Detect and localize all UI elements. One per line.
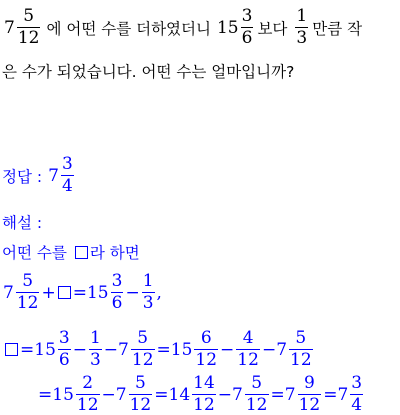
eq2-operator: − — [72, 339, 87, 360]
eq3-term: 7 — [284, 384, 296, 405]
answer-fraction: $\frac{3}{4}$ — [61, 154, 73, 196]
eq3-equals: = — [38, 384, 53, 405]
eq1-operator: − — [125, 282, 140, 303]
eq1-equals: = — [72, 282, 87, 303]
equation-2 — [3, 330, 315, 369]
eq3-term: 7 — [337, 384, 349, 405]
eq1-fraction: $\frac{5}{12}$ — [16, 271, 39, 313]
eq2-equals: = — [156, 339, 171, 360]
q-mixed-a-fraction: $\frac{5}{12}$ — [17, 6, 40, 48]
unknown-box-icon — [58, 286, 71, 299]
eq3-fraction: $\frac{5}{12}$ — [129, 373, 152, 415]
q-mixed-b-fraction: $\frac{3}{6}$ — [241, 6, 253, 48]
eq3-term: 15 — [52, 384, 74, 405]
eq3-fraction: $\frac{5}{12}$ — [245, 373, 268, 415]
equation-1 — [3, 273, 162, 312]
intro-text-a: 어떤 수를 — [2, 244, 67, 262]
eq2-operator: − — [220, 339, 235, 360]
eq1-fraction: $\frac{1}{3}$ — [142, 271, 154, 313]
eq3-term: 7 — [232, 384, 243, 405]
eq3-fraction: $\frac{9}{12}$ — [298, 373, 321, 415]
eq3-equals: = — [323, 384, 338, 405]
eq3-term: 7 — [115, 384, 127, 405]
explanation-intro — [2, 241, 140, 263]
eq1-operator: + — [41, 282, 56, 303]
eq3-operator: − — [217, 384, 233, 405]
eq2-fraction: $\frac{6}{12}$ — [195, 328, 218, 370]
unknown-box-icon — [75, 246, 88, 259]
equation-3 — [38, 375, 365, 414]
question-line-1 — [4, 8, 362, 47]
eq3-fraction: $\frac{2}{12}$ — [76, 373, 99, 415]
q-text-2: 보다 — [257, 19, 288, 38]
eq2-equals: = — [20, 339, 35, 360]
eq3-fraction: $\frac{14}{12}$ — [193, 373, 215, 415]
eq2-term: 15 — [34, 339, 56, 360]
eq2-term: 15 — [170, 339, 193, 360]
q-mixed-b-whole: 15 — [216, 17, 239, 38]
eq1-fraction: $\frac{3}{6}$ — [111, 271, 123, 313]
unknown-box-icon — [5, 343, 18, 356]
eq2-fraction: $\frac{5}{12}$ — [290, 328, 312, 370]
eq2-fraction: $\frac{4}{12}$ — [237, 328, 259, 370]
eq2-operator: − — [103, 339, 119, 360]
eq3-equals: = — [154, 384, 169, 405]
eq1-comma: , — [156, 282, 162, 303]
eq2-term: 7 — [276, 339, 288, 360]
answer-whole: 7 — [48, 165, 59, 186]
eq2-term: 7 — [118, 339, 129, 360]
eq3-operator: − — [101, 384, 116, 405]
answer-label: 정답 : — [2, 167, 43, 186]
q-fraction-c: $\frac{1}{3}$ — [296, 6, 308, 48]
eq3-term: 14 — [168, 384, 191, 405]
eq2-fraction: $\frac{5}{12}$ — [131, 328, 154, 370]
intro-text-b: 라 하면 — [89, 244, 140, 262]
eq2-fraction: $\frac{1}{3}$ — [89, 328, 101, 370]
q-text-3: 만큼 작 — [312, 19, 363, 38]
answer-line — [2, 156, 76, 195]
explanation-label: 해설 : — [2, 214, 43, 232]
eq3-equals: = — [270, 384, 285, 405]
eq3-fraction: $\frac{3}{4}$ — [351, 373, 363, 415]
question-line-2: 은 수가 되었습니다. 어떤 수는 얼마입니까? — [2, 63, 295, 81]
eq2-fraction: $\frac{3}{6}$ — [58, 328, 70, 370]
q-mixed-a-whole: 7 — [4, 17, 15, 38]
eq1-term: 7 — [3, 282, 14, 303]
eq2-operator: − — [261, 339, 277, 360]
eq1-term: 15 — [86, 282, 109, 303]
q-text-1: 에 어떤 수를 더하였더니 — [46, 19, 211, 38]
